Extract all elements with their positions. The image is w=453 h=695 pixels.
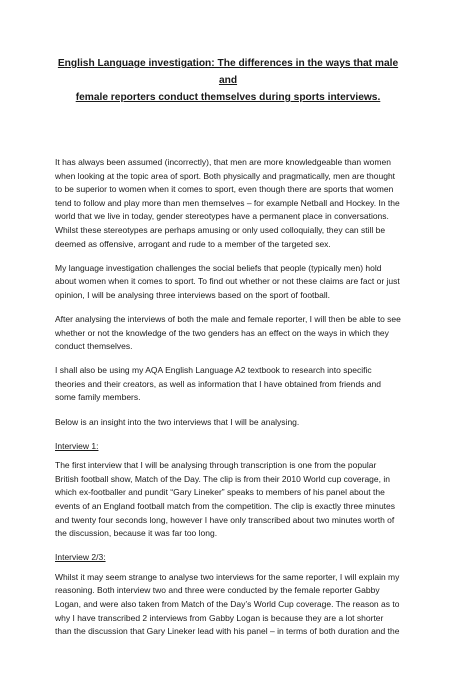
paragraph-challenge: My language investigation challenges the social beliefs that people (typically men) hold about women when it comes to sport. To find out whether or not these claims are fact or just opinion, I will be analysing three interviews based on the sport of football. bbox=[55, 262, 400, 300]
document-page bbox=[0, 55, 453, 695]
paragraph-below: Below is an insight into the two interviews that I will be analysing. bbox=[55, 416, 300, 427]
document-body bbox=[55, 156, 401, 639]
paragraph-textbook: I shall also be using my AQA English Language A2 textbook to research into specific theories and their creators, as well as information that I have obtained from friends and some family members. bbox=[55, 365, 382, 403]
title-line-1: English Language investigation: The differences in the ways that male and bbox=[57, 58, 399, 86]
paragraph-interview-1: The first interview that I will be analysing through transcription is one from the popular British football show, Match of the Day. The clip is from their 2010 World cup coverage, in which ex-footballer and pundit “Gary Lineker” speaks to members of his panel about the events of an England football match from the competition. The clip is exactly three minutes and twenty four seconds long, however I have only transcribed about two minutes worth of the discussion, because it was far too long. bbox=[55, 460, 396, 539]
title-line-2: female reporters conduct themselves during sports interviews. bbox=[75, 92, 381, 103]
paragraph-interview-2-3: Whilst it may seem strange to analyse two interviews for the same reporter, I will explain my reasoning. Both interview two and three were conducted by the female reporter Gabby Logan, and were also taken from Match of the Day’s World Cup coverage. The reason as to why I have transcribed 2 interviews from Gabby Logan is because they are a lot shorter than the discussion that Gary Lineker lead with his panel – in terms of both duration and the bbox=[55, 571, 400, 637]
paragraph-after: After analysing the interviews of both the male and female reporter, I will then be able to see whether or not the knowledge of the two genders has an effect on the ways in which they conduct themselves. bbox=[55, 313, 401, 352]
interview-1-heading: Interview 1: bbox=[55, 440, 99, 451]
interview-2-3-heading: Interview 2/3: bbox=[55, 552, 106, 563]
document-title bbox=[55, 55, 401, 106]
paragraph-intro: It has always been assumed (incorrectly), that men are more knowledgeable than women when looking at the topic area of sport. Both physically and pragmatically, men are thought to be superior to women when it comes to sport, even though there are sports that women tend to follow and play more than men themselves – for example Netball and Hockey. In the world that we live in today, gender stereotypes have a permanent place in conversations. Whilst these stereotypes are perhaps amusing or only used colloquially, they can still be deemed as offensive, arrogant and rude to a member of the targeted sex. bbox=[55, 157, 400, 249]
